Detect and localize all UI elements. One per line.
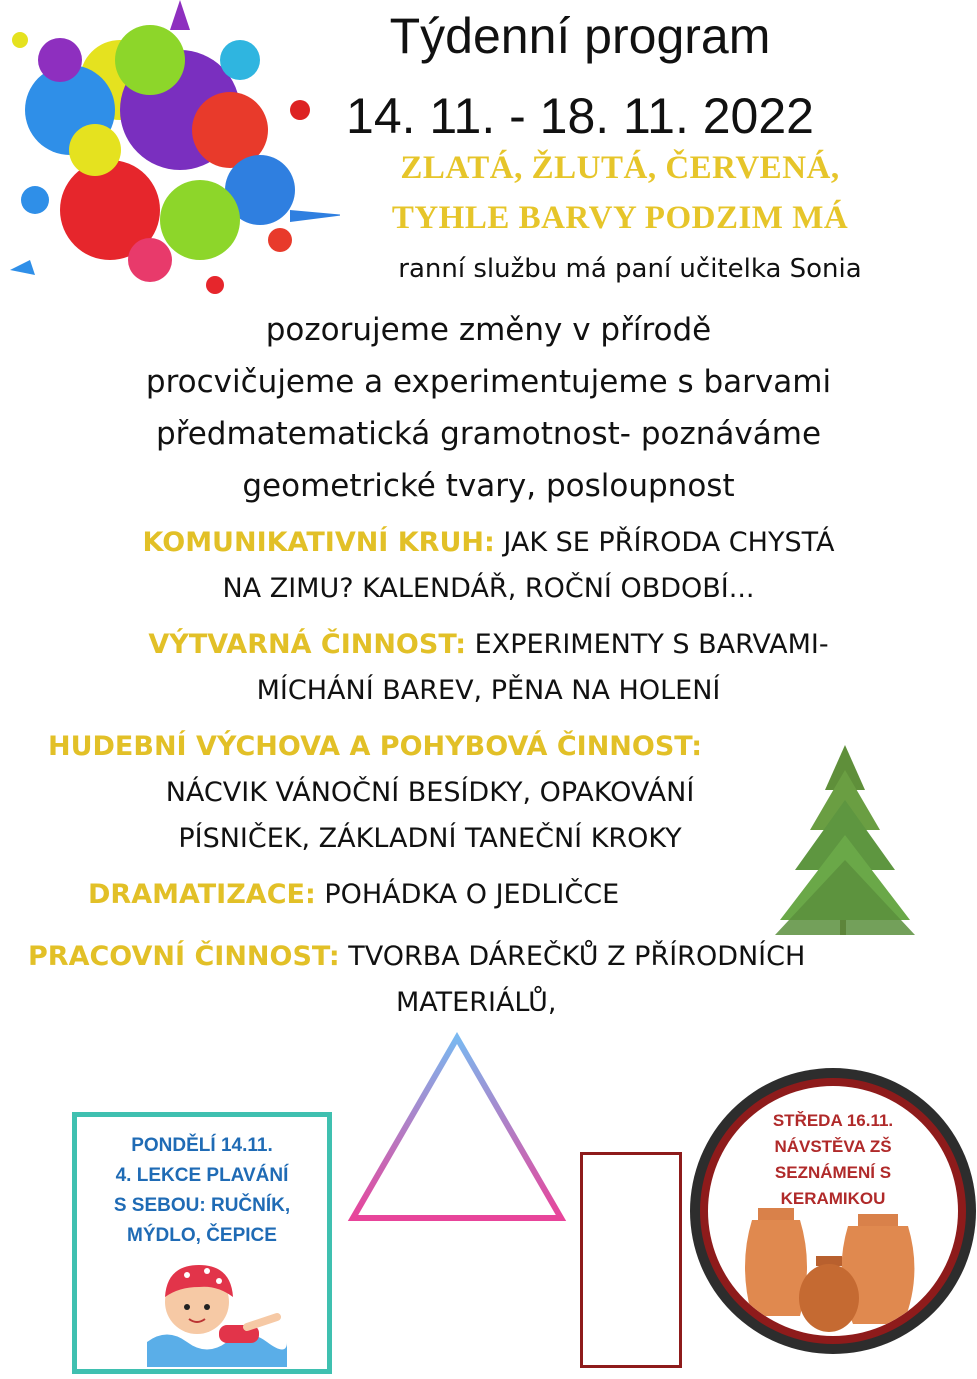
wednesday-line-1: STŘEDA 16.11. [772,1111,894,1130]
section-text: NÁCVIK VÁNOČNÍ BESÍDKY, OPAKOVÁNÍ [165,777,695,808]
wednesday-text [708,1108,958,1212]
motto-line-1: ZLATÁ, ŽLUTÁ, ČERVENÁ, [400,150,840,186]
morning-service: ranní službu má paní učitelka Sonia [398,254,862,284]
objective-2: procvičujeme a experimentujeme s barvami [145,364,832,400]
monday-text [77,1131,327,1251]
section-text: TVORBA DÁREČKŮ Z PŘÍRODNÍCH [339,941,806,972]
section-text: PÍSNIČEK, ZÁKLADNÍ TANEČNÍ KROKY [178,823,682,854]
section-text: EXPERIMENTY S BARVAMI- [466,629,829,660]
section-text: NA ZIMU? KALENDÁŘ, ROČNÍ OBDOBÍ... [222,573,755,604]
fir-tree-icon [770,740,920,940]
objective-3: předmatematická gramotnost- poznáváme [155,416,822,452]
section-music-label [48,724,702,770]
motto-line-2: TYHLE BARVY PODZIM MÁ [391,200,849,236]
section-drama [88,872,619,918]
section-label: DRAMATIZACE: [88,879,316,910]
swimming-child-icon [147,1247,287,1367]
objective-1: pozorujeme změny v přírodě [265,312,712,348]
page-title: Týdenní program [389,8,771,64]
rectangle-shape [580,1152,682,1368]
date-range: 14. 11. - 18. 11. 2022 [346,88,814,144]
section-text: POHÁDKA O JEDLIČCE [315,879,620,910]
monday-line-4: MÝDLO, ČEPICE [127,1225,277,1246]
section-text: JAK SE PŘÍRODA CHYSTÁ [494,527,835,558]
section-label: HUDEBNÍ VÝCHOVA A POHYBOVÁ ČINNOST: [48,731,703,762]
monday-line-3: S SEBOU: RUČNÍK, [113,1195,291,1216]
triangle-shape [345,1030,570,1225]
wednesday-line-4: KERAMIKOU [780,1189,886,1208]
wednesday-circle [690,1068,976,1354]
section-communicative [0,520,977,612]
section-text: MÍCHÁNÍ BAREV, PĚNA NA HOLENÍ [256,675,721,706]
section-work-cont [396,980,556,1026]
section-label: KOMUNIKATIVNÍ KRUH: [142,527,495,558]
clay-pots-icon [738,1206,938,1336]
wednesday-line-2: NÁVSTĚVA ZŠ [774,1137,892,1156]
monday-line-1: PONDĚLÍ 14.11. [131,1135,273,1156]
monday-line-2: 4. LEKCE PLAVÁNÍ [115,1165,289,1186]
monday-box [72,1112,332,1374]
wednesday-line-3: SEZNÁMENÍ S [774,1163,892,1182]
section-label: VÝTVARNÁ ČINNOST: [148,629,467,660]
section-art [0,622,977,714]
objective-4: geometrické tvary, posloupnost [242,468,735,504]
section-work [28,934,805,980]
section-label: PRACOVNÍ ČINNOST: [28,941,340,972]
section-text: MATERIÁLŮ, [396,987,557,1018]
section-music-text [60,770,800,862]
